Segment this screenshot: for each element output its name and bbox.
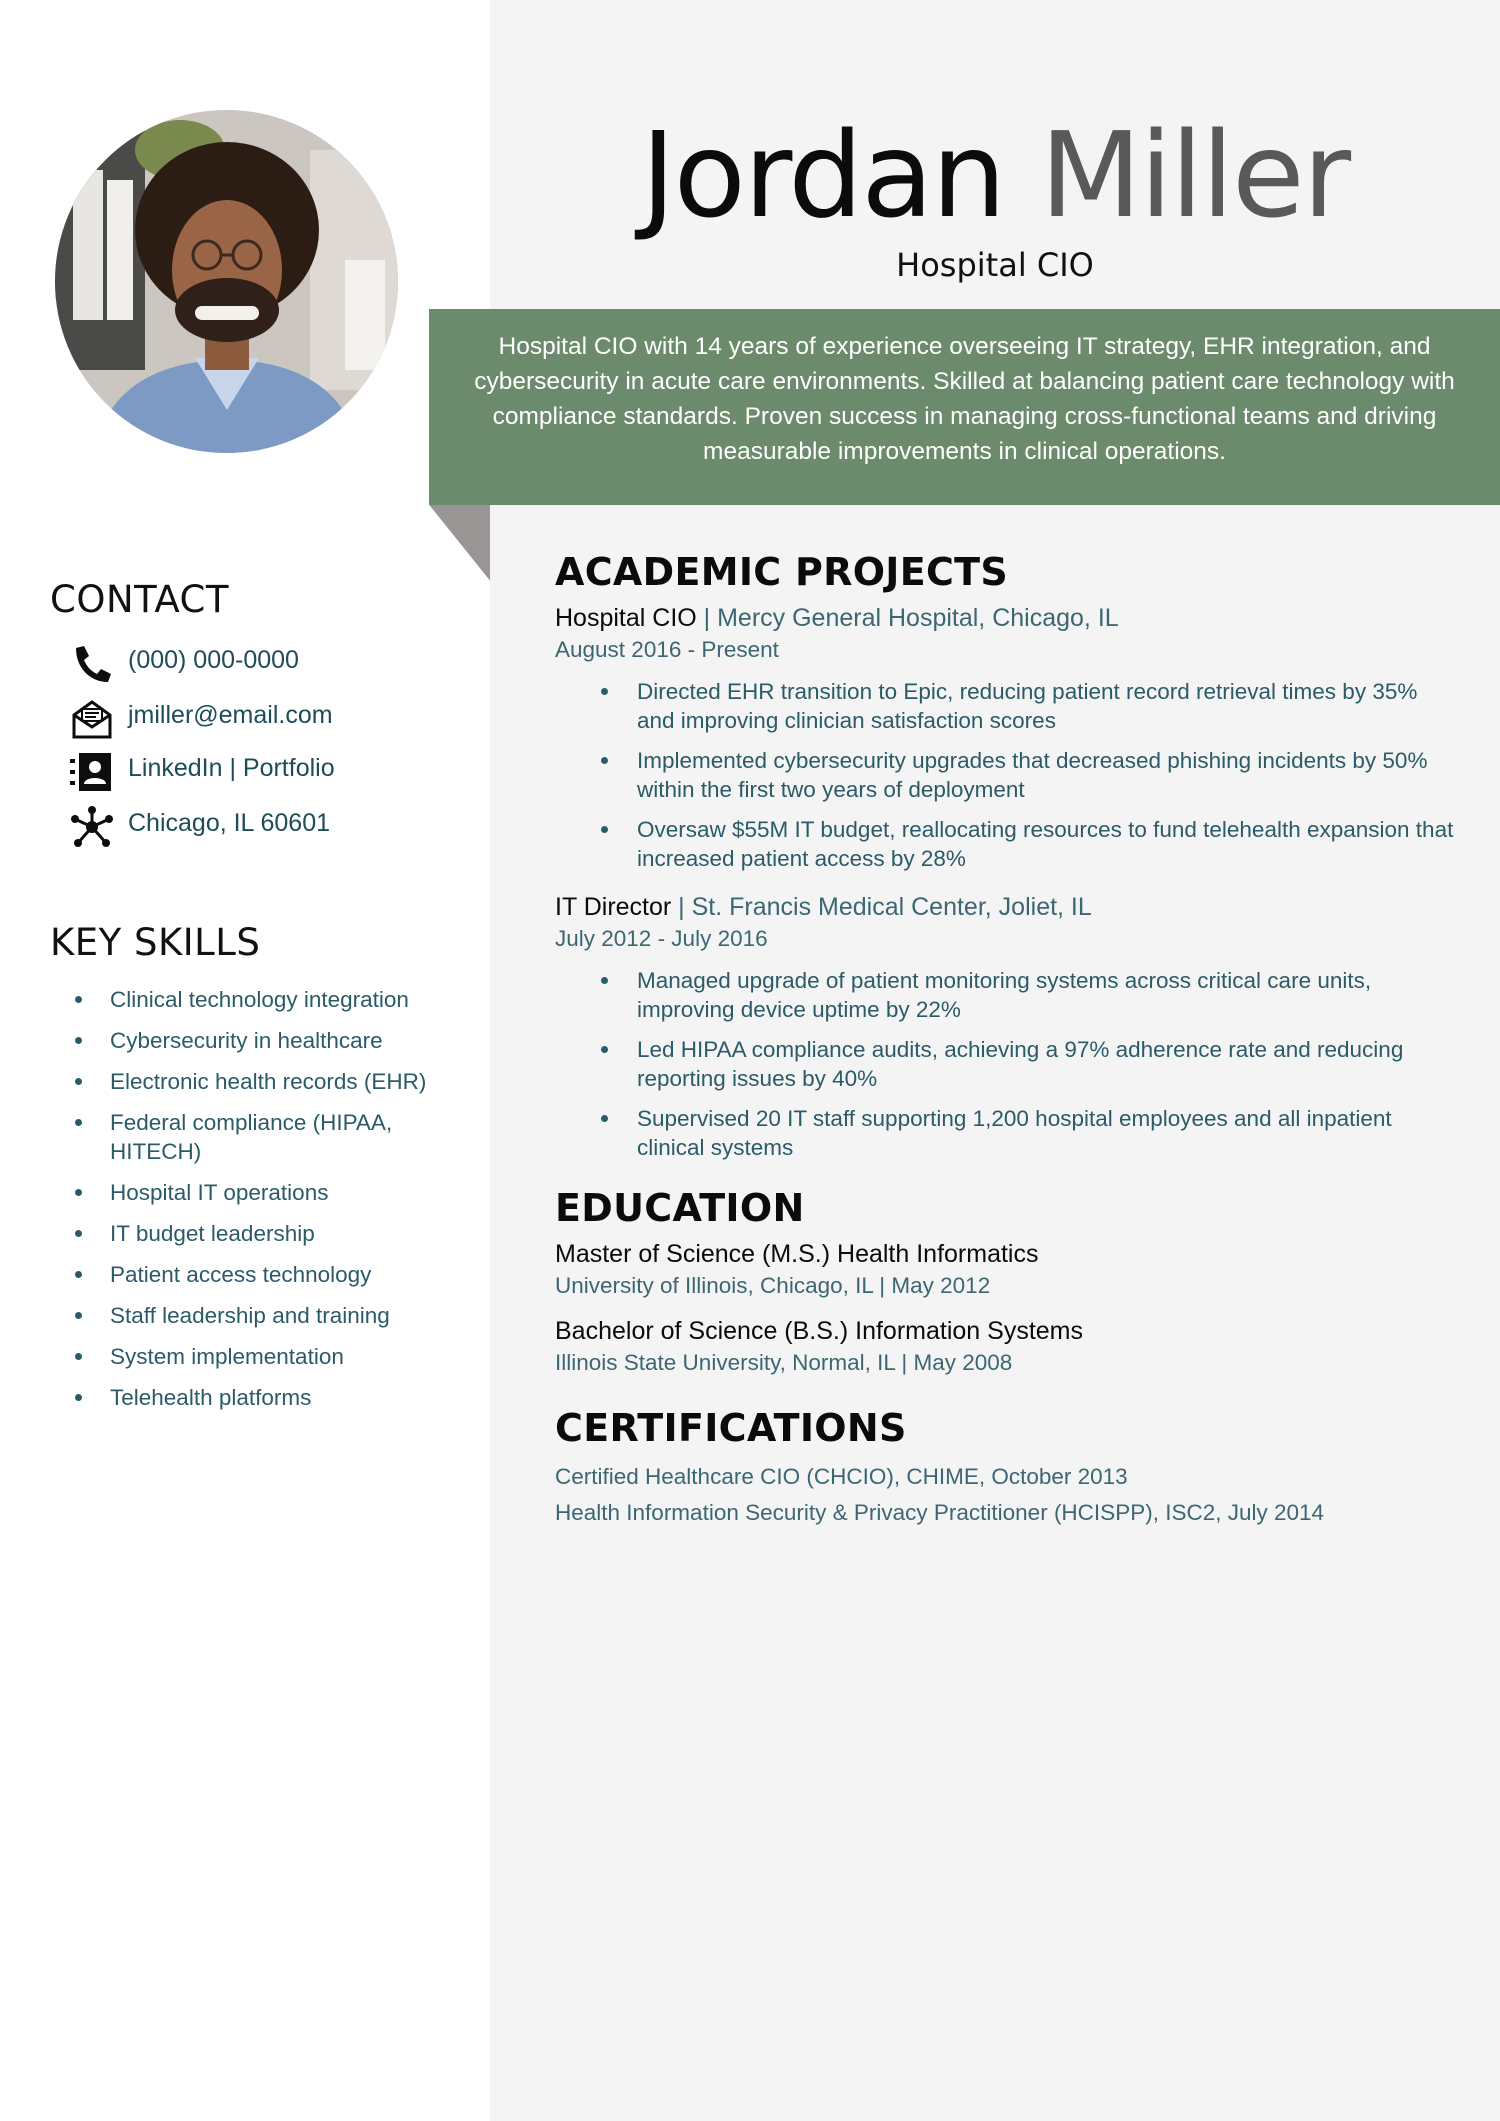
network-icon [70, 805, 114, 849]
main-column [555, 550, 1460, 1536]
phone-icon [70, 642, 114, 686]
skill-item: Clinical technology integration [70, 985, 480, 1014]
job-bullet: Directed EHR transition to Epic, reducing patient record retrieval times by 35% and improving clinician satisfaction scores [555, 677, 1460, 735]
skill-item: Cybersecurity in healthcare [70, 1026, 480, 1055]
job-org: | St. Francis Medical Center, Joliet, IL [671, 893, 1092, 921]
contact-card-icon [70, 750, 114, 794]
banner-fold-decoration [429, 505, 490, 581]
first-name: Jordan [640, 106, 1005, 244]
job-header [555, 604, 1460, 633]
job-bullet: Oversaw $55M IT budget, reallocating resources to fund telehealth expansion that increased patient access by 28% [555, 815, 1460, 873]
job-entry [555, 893, 1460, 1162]
profile-photo [55, 110, 398, 453]
edu-school: University of Illinois, Chicago, IL | May 2012 [555, 1273, 991, 1298]
job-bullet: Implemented cybersecurity upgrades that decreased phishing incidents by 50% within the first two years of deployment [555, 746, 1460, 804]
skill-item: System implementation [70, 1342, 480, 1371]
skill-item: Staff leadership and training [70, 1301, 480, 1330]
links-text[interactable]: LinkedIn | Portfolio [128, 754, 335, 782]
skill-item: IT budget leadership [70, 1219, 480, 1248]
job-dates: July 2012 - July 2016 [555, 926, 768, 951]
contact-heading: CONTACT [50, 578, 229, 621]
contact-email [70, 695, 470, 739]
job-bullet: Supervised 20 IT staff supporting 1,200 hospital employees and all inpatient clinical systems [555, 1104, 1460, 1162]
cert-item: Certified Healthcare CIO (CHCIO), CHIME, October 2013 [555, 1464, 1128, 1489]
education-heading: EDUCATION [555, 1186, 805, 1230]
job-role: Hospital CIO [555, 604, 697, 632]
contact-phone [70, 640, 470, 684]
job-bullets [555, 966, 1460, 1162]
edu-school: Illinois State University, Normal, IL | May 2008 [555, 1350, 1013, 1375]
job-dates: August 2016 - Present [555, 637, 779, 662]
skill-item: Federal compliance (HIPAA, HITECH) [70, 1108, 480, 1166]
job-bullet: Managed upgrade of patient monitoring systems across critical care units, improving device uptime by 22% [555, 966, 1460, 1024]
job-title: Hospital CIO [896, 246, 1094, 284]
skill-item: Electronic health records (EHR) [70, 1067, 480, 1096]
candidate-name [490, 105, 1500, 245]
envelope-icon [70, 697, 114, 741]
last-name: Miller [1039, 106, 1350, 244]
skill-item: Patient access technology [70, 1260, 480, 1289]
job-bullet: Led HIPAA compliance audits, achieving a 97% adherence rate and reducing reporting issues by 40% [555, 1035, 1460, 1093]
job-org: | Mercy General Hospital, Chicago, IL [696, 604, 1119, 632]
job-header [555, 893, 1460, 922]
skill-item: Hospital IT operations [70, 1178, 480, 1207]
job-entry [555, 604, 1460, 873]
job-role: IT Director [555, 893, 672, 921]
summary-banner: Hospital CIO with 14 years of experience overseeing IT strategy, EHR integration, and cybersecurity in acute care environments. Skilled at balancing patient care technology with compliance standards. Proven success in managing cross-functional teams and driving measurable improvements in clinical operations. [429, 309, 1500, 505]
projects-heading: ACADEMIC PROJECTS [555, 550, 1009, 594]
phone-text[interactable]: (000) 000-0000 [128, 646, 299, 674]
email-text[interactable]: jmiller@email.com [128, 701, 333, 729]
location-text: Chicago, IL 60601 [128, 809, 331, 837]
skills-list [70, 985, 480, 1424]
contact-links [70, 748, 470, 792]
edu-degree: Master of Science (M.S.) Health Informatics [555, 1240, 1039, 1268]
certifications-heading: CERTIFICATIONS [555, 1406, 907, 1450]
cert-item: Health Information Security & Privacy Practitioner (HCISPP), ISC2, July 2014 [555, 1500, 1325, 1525]
contact-location [70, 803, 470, 847]
job-bullets [555, 677, 1460, 873]
skill-item: Telehealth platforms [70, 1383, 480, 1412]
edu-degree: Bachelor of Science (B.S.) Information Systems [555, 1317, 1083, 1345]
skills-heading: KEY SKILLS [50, 921, 261, 964]
